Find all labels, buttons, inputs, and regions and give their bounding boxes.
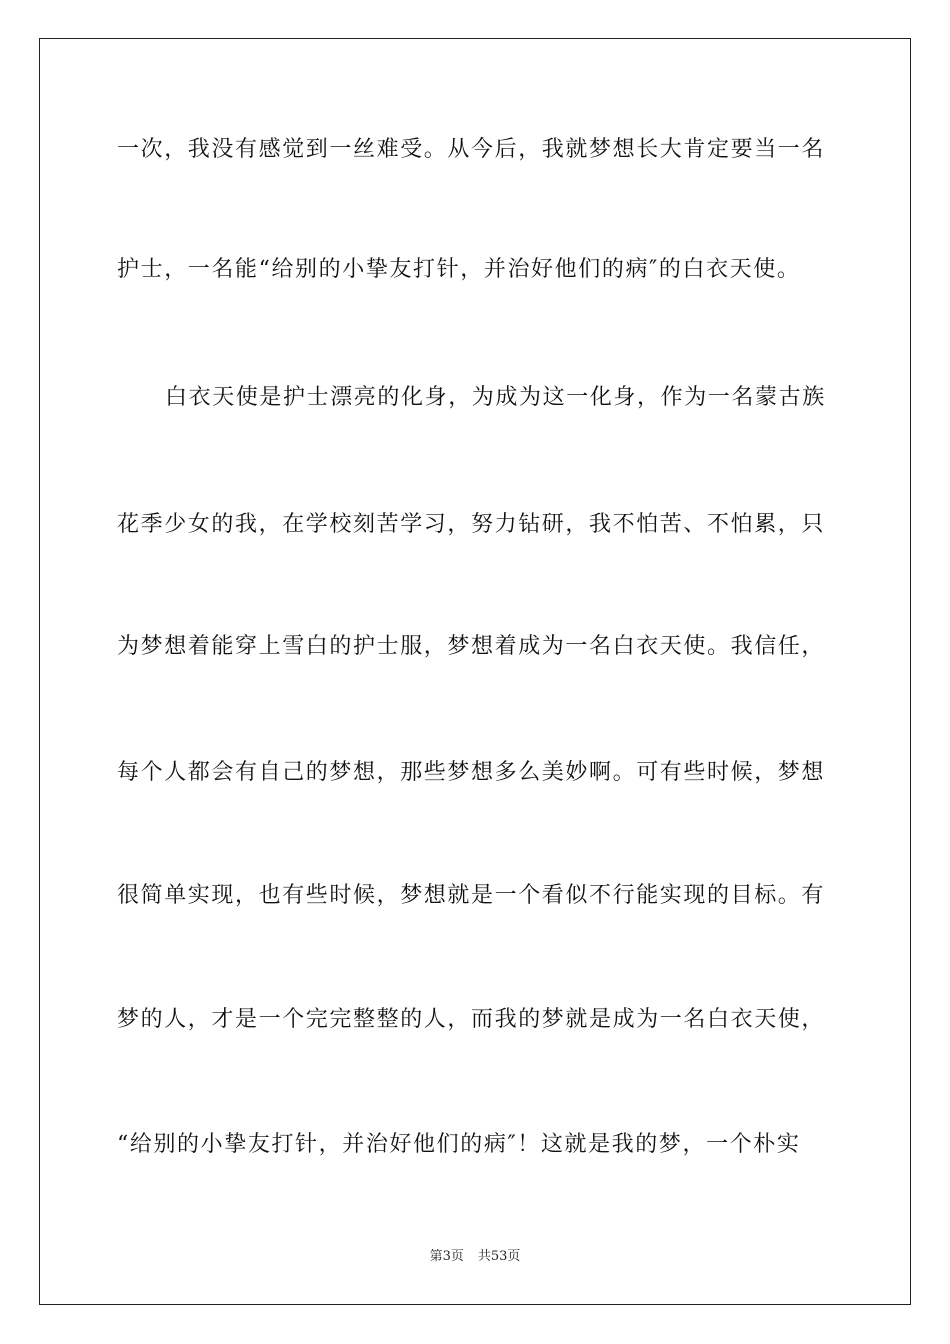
- text-line: 为梦想着能穿上雪白的护士服，梦想着成为一名白衣天使。我信任，: [117, 634, 826, 659]
- page-border: [39, 38, 911, 1305]
- text-line: “给别的小挚友打针，并治好他们的病″！这就是我的梦，一个朴实: [117, 1132, 801, 1157]
- page-number: 第3页: [429, 1249, 464, 1264]
- text-line: 花季少女的我，在学校刻苦学习，努力钻研，我不怕苦、不怕累，只: [117, 512, 826, 537]
- page-footer: [0, 1248, 950, 1266]
- page-total: 共53页: [477, 1249, 521, 1264]
- text-line: 护士，一名能“给别的小挚友打针，并治好他们的病″的白衣天使。: [117, 257, 801, 282]
- text-line: 每个人都会有自己的梦想，那些梦想多么美妙啊。可有些时候，梦想: [117, 760, 826, 785]
- text-line: 梦的人，才是一个完完整整的人，而我的梦就是成为一名白衣天使，: [117, 1007, 826, 1032]
- paragraph-start-line: 白衣天使是护士漂亮的化身，为成为这一化身，作为一名蒙古族: [165, 385, 826, 410]
- text-line: 一次，我没有感觉到一丝难受。从今后，我就梦想长大肯定要当一名: [117, 137, 826, 162]
- text-line: 很简单实现，也有些时候，梦想就是一个看似不行能实现的目标。有: [117, 883, 826, 908]
